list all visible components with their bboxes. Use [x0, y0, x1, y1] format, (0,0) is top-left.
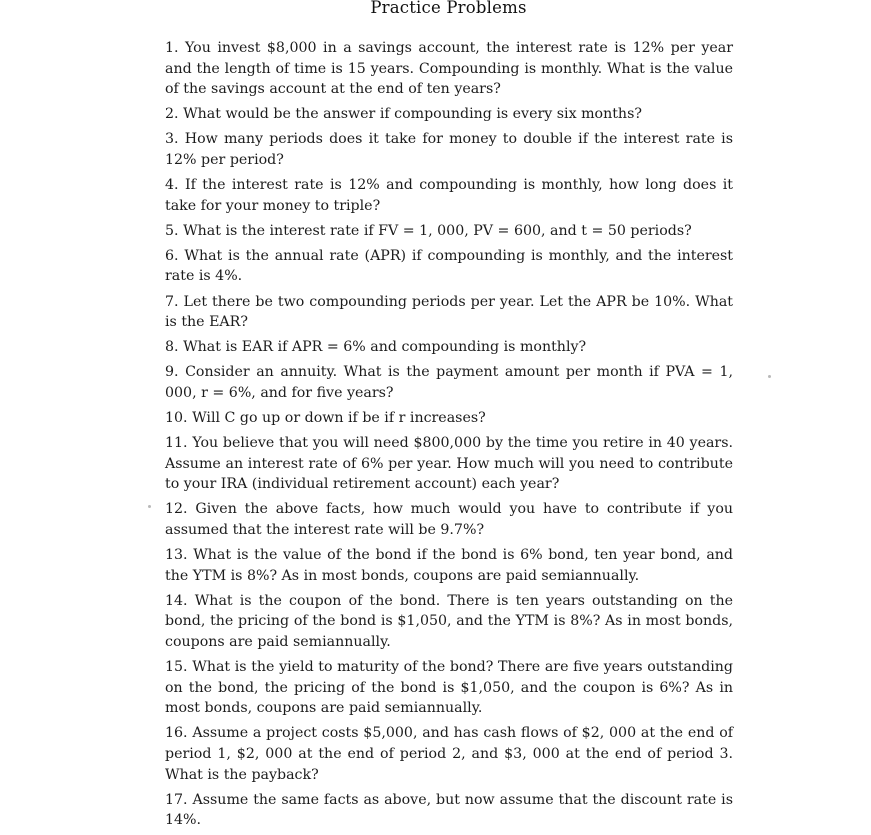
problem-text: How many periods does it take for money to double if the interest rate is 12% per period? [165, 131, 733, 168]
problem-number: 11. [165, 435, 188, 452]
problem-item [165, 175, 733, 216]
problem-item [165, 38, 733, 100]
problem-item [165, 657, 733, 719]
problem-text: What is the interest rate if FV = 1, 000, PV = 600, and t = 50 periods? [183, 222, 692, 239]
problem-number: 12. [165, 501, 188, 518]
problem-number: 10. [165, 410, 188, 426]
problem-number: 5. [165, 222, 179, 239]
problem-text: Let there be two compounding periods per year. Let the APR be 10%. What is the EAR? [165, 293, 733, 331]
problem-number: 8. [165, 339, 179, 356]
problem-text: Given the above facts, how much would you have to contribute if you assumed that the interest rate will be 9.7%? [165, 501, 733, 538]
problem-text: You invest $8,000 in a savings account, the interest rate is 12% per year and the length of time is 15 years. Compounding is monthly. What is the value of the savings account at the end of ten years? [165, 40, 733, 98]
problem-number: 6. [165, 247, 179, 264]
problem-text: What is the value of the bond if the bond is 6% bond, ten year bond, and the YTM is 8%? As in most bonds, coupons are paid semiannually. [165, 547, 733, 584]
problem-text: What is the yield to maturity of the bond? There are five years outstanding on the bond, the pricing of the bond is $1,050, and the coupon is 6%? As in most bonds, coupons are paid semiannually. [165, 659, 733, 717]
problem-text: What would be the answer if compounding is every six months? [183, 106, 642, 123]
problem-item [165, 129, 733, 170]
problem-item [165, 723, 733, 785]
problem-number: 2. [165, 106, 179, 123]
problem-number: 17. [165, 791, 188, 808]
problem-number: 14. [165, 592, 188, 609]
problem-number: 13. [165, 547, 188, 564]
problem-item [165, 408, 733, 429]
problem-text: Assume the same facts as above, but now assume that the discount rate is 14%. [165, 791, 733, 829]
problem-item [165, 545, 733, 586]
problem-number: 3. [165, 131, 179, 148]
problem-number: 16. [165, 725, 188, 742]
problem-number: 15. [165, 659, 188, 676]
scan-speck [148, 505, 151, 508]
problem-item [165, 292, 733, 333]
problem-item [165, 499, 733, 540]
problem-item [165, 433, 733, 495]
problem-item [165, 591, 733, 653]
problem-text: Assume a project costs $5,000, and has cash flows of $2, 000 at the end of period 1, $2, 000 at the end of period 2, and $3, 000 at the end of period 3. What is the payback? [165, 725, 733, 783]
problem-item [165, 221, 733, 242]
problem-text: What is the annual rate (APR) if compounding is monthly, and the interest rate is 4%. [165, 247, 733, 285]
problem-number: 7. [165, 293, 179, 310]
problem-number: 9. [165, 364, 179, 381]
problem-text: What is EAR if APR = 6% and compounding is monthly? [183, 339, 587, 356]
problem-item [165, 246, 733, 287]
problem-number: 1. [165, 40, 179, 56]
problem-text: You believe that you will need $800,000 by the time you retire in 40 years. Assume an interest rate of 6% per year. How much will you need to contribute to your IRA (individual retirement account) each year? [165, 435, 733, 493]
problem-number: 4. [165, 177, 179, 194]
problem-text: What is the coupon of the bond. There is ten years outstanding on the bond, the pricing of the bond is $1,050, and the YTM is 8%? As in most bonds, coupons are paid semiannually. [165, 592, 733, 650]
scan-speck [768, 375, 771, 378]
problem-text: Will C go up or down if be if r increases? [192, 410, 486, 426]
problem-text: Consider an annuity. What is the payment amount per month if PVA = 1, 000, r = 6%, and for five years? [165, 364, 733, 401]
page-title: Practice Problems [370, 0, 527, 17]
problem-text: If the interest rate is 12% and compounding is monthly, how long does it take for your money to triple? [165, 177, 733, 214]
problem-item [165, 790, 733, 831]
problem-item [165, 362, 733, 403]
problem-item [165, 104, 733, 125]
problem-item [165, 337, 733, 358]
problem-list [165, 38, 733, 835]
